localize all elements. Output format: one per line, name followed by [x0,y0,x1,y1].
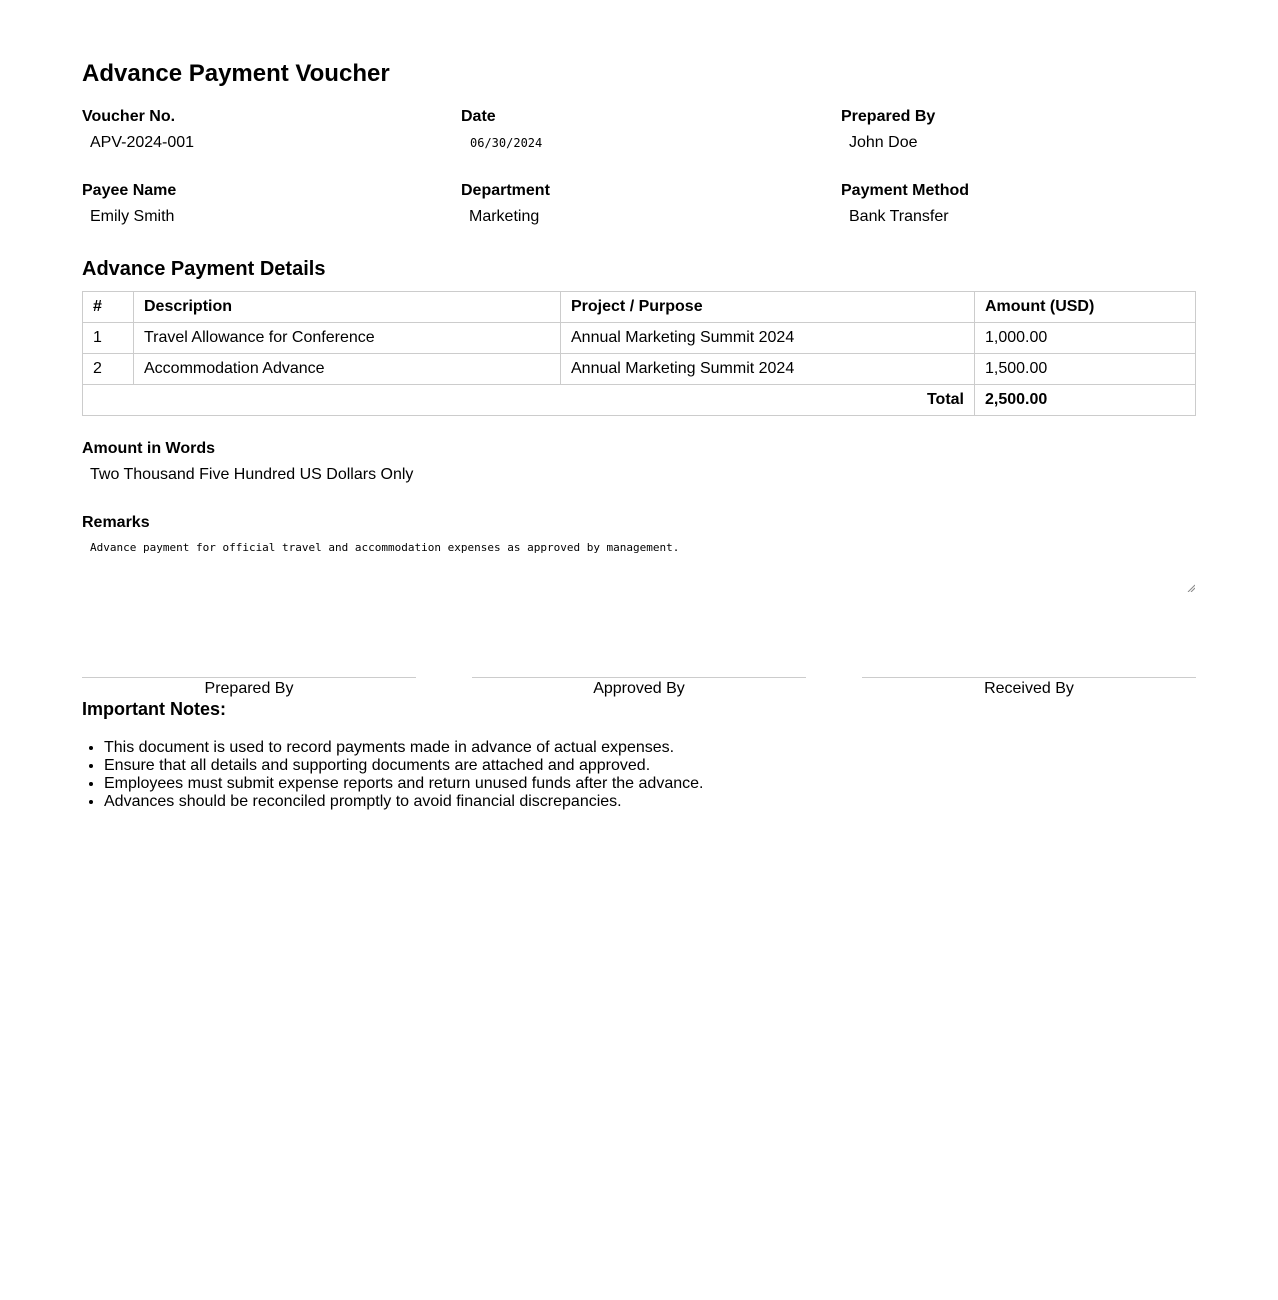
description-cell[interactable]: Accommodation Advance [134,354,561,385]
signature-received-by: Received By [862,677,1196,698]
list-item: • This document is used to record payments made in advance of actual expenses. [104,739,1196,757]
project-cell[interactable]: Annual Marketing Summit 2024 [561,323,975,354]
department-input[interactable]: Marketing [469,208,540,225]
department-label: Department [461,182,550,199]
details-heading: Advance Payment Details [82,258,326,280]
page-title: Advance Payment Voucher [82,60,390,87]
column-header-number: # [83,292,134,323]
date-input[interactable]: 06/30/2024 [470,136,543,150]
column-header-project: Project / Purpose [561,292,975,323]
department-field [461,181,841,255]
amount-cell[interactable]: 1,500.00 [975,354,1196,385]
row-number-cell: 1 [83,323,134,354]
list-item: • Employees must submit expense reports and return unused funds after the advance. [104,775,1196,793]
payee-name-label: Payee Name [82,182,177,199]
table-row [83,323,1196,354]
resize-grip-icon[interactable] [1187,584,1195,592]
notes-list [82,739,1196,811]
column-header-description: Description [134,292,561,323]
table-header-row [83,292,1196,323]
signature-prepared-by: Prepared By [82,677,416,698]
total-row [83,385,1196,416]
table-row [83,354,1196,385]
amount-cell[interactable]: 1,000.00 [975,323,1196,354]
header-fields [82,107,1196,255]
remarks-textarea[interactable] [82,537,1196,593]
project-cell[interactable]: Annual Marketing Summit 2024 [561,354,975,385]
remarks-label: Remarks [82,514,150,531]
date-label: Date [461,108,496,125]
date-field [461,107,841,181]
payee-name-input[interactable]: Emily Smith [90,208,175,225]
voucher-no-field [82,107,461,181]
voucher-no-input[interactable]: APV-2024-001 [90,134,195,151]
voucher-no-label: Voucher No. [82,108,176,125]
notes-heading: Important Notes: [82,699,226,719]
payment-method-label: Payment Method [841,182,970,199]
amount-in-words-field [82,439,1196,485]
payment-method-field [841,181,1196,255]
prepared-by-field [841,107,1196,181]
column-header-amount: Amount (USD) [975,292,1196,323]
row-number-cell: 2 [83,354,134,385]
list-item: • Advances should be reconciled promptly to avoid financial discrepancies. [104,793,1196,811]
total-value: 2,500.00 [975,385,1196,416]
signature-approved-by: Approved By [472,677,806,698]
prepared-by-label: Prepared By [841,108,936,125]
amount-in-words-input[interactable]: Two Thousand Five Hundred US Dollars Only [90,466,414,483]
details-table [82,291,1196,416]
description-cell[interactable]: Travel Allowance for Conference [134,323,561,354]
remarks-text: Advance payment for official travel and accommodation expenses as approved by management. [90,541,680,554]
amount-in-words-label: Amount in Words [82,440,216,457]
payment-method-select[interactable]: Bank Transfer [849,208,949,225]
total-label: Total [83,385,975,416]
remarks-field [82,513,1196,593]
prepared-by-input[interactable]: John Doe [849,134,918,151]
payee-name-field [82,181,461,255]
signature-section [82,677,1196,698]
list-item: • Ensure that all details and supporting documents are attached and approved. [104,757,1196,775]
